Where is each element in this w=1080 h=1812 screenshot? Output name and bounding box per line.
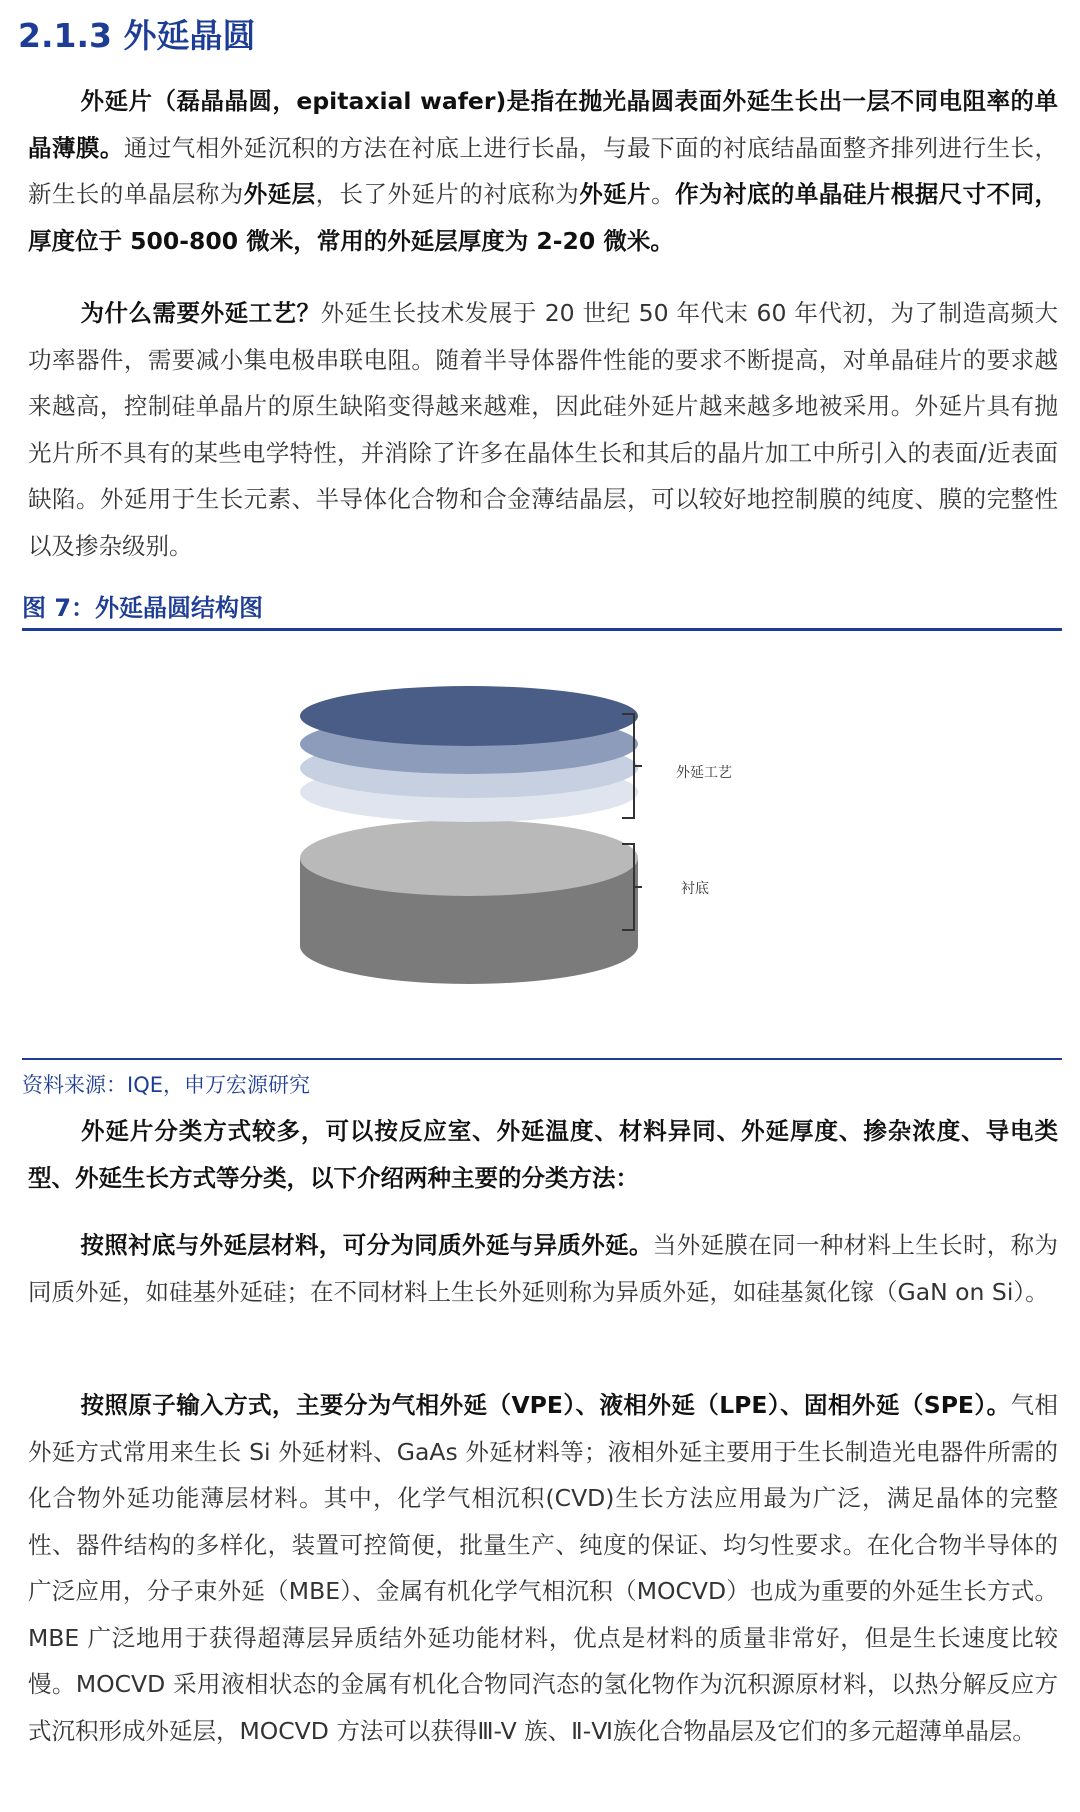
figure-source: 资料来源：IQE，申万宏源研究 (22, 1073, 310, 1097)
paragraph-classification-intro: 外延片分类方式较多，可以按反应室、外延温度、材料异同、外延厚度、掺杂浓度、导电类型、外延生长方式等分类，以下介绍两种主要的分类方法： (28, 1117, 1058, 1192)
wafer-structure-svg (0, 640, 1080, 1040)
paragraph-homo-hetero: 按照衬底与外延层材料，可分为同质外延与异质外延。当外延膜在同一种材料上生长时，称为同质外延，如硅基外延硅；在不同材料上生长外延则称为异质外延，如硅基氮化镓（GaN on Si）。 (28, 1231, 1059, 1306)
paragraph-why-epitaxy: 为什么需要外延工艺？外延生长技术发展于 20 世纪 50 年代末 60 年代初，为了制造高频大功率器件，需要减小集电极串联电阻。随着半导体器件性能的要求不断提高，对单晶硅片的要求越来越高，控制硅单晶片的原生缺陷变得越来越难，因此硅外延片越来越多地被采用。外延片具有抛光片所不具有的某些电学特性，并消除了许多在晶体生长和其后的晶片加工中所引入的表面/近表面缺陷。外延用于生长元素、半导体化合物和合金薄结晶层，可以较好地控制膜的纯度、膜的完整性以及掺杂级别。 (28, 299, 1059, 560)
paragraph-definition: 外延片（磊晶晶圆，epitaxial wafer)是指在抛光晶圆表面外延生长出一层不同电阻率的单晶薄膜。通过气相外延沉积的方法在衬底上进行长晶，与最下面的衬底结晶面整齐排列进行生长，新生长的单晶层称为外延层，长了外延片的衬底称为外延片。作为衬底的单晶硅片根据尺寸不同，厚度位于 500-800 微米，常用的外延层厚度为 2-20 微米。 (28, 87, 1059, 255)
paragraph-vpe-lpe-spe: 按照原子输入方式，主要分为气相外延（VPE）、液相外延（LPE）、固相外延（SPE）。气相外延方式常用来生长 Si 外延材料、GaAs 外延材料等；液相外延主要用于生长制造光电器件所需的化合物外延功能薄层材料。其中，化学气相沉积(CVD)生长方法应用最为广泛，满足晶体的完整性、器件结构的多样化，装置可控简便，批量生产、纯度的保证、均匀性要求。在化合物半导体的广泛应用，分子束外延（MBE）、金属有机化学气相沉积（MOCVD）也成为重要的外延生长方式。MBE 广泛地用于获得超薄层异质结外延功能材料，优点是材料的质量非常好，但是生长速度比较慢。MOCVD 采用液相状态的金属有机化合物同汽态的氢化物作为沉积源原材料，以热分解反应方式沉积形成外延层，MOCVD 方法可以获得Ⅲ-V 族、Ⅱ-Ⅵ族化合物晶层及它们的多元超薄单晶层。 (28, 1391, 1059, 1745)
figure-bottom-rule (22, 1058, 1062, 1060)
epitaxial-layer-top (300, 686, 638, 746)
label-substrate: 衬底 (681, 881, 709, 897)
figure-title: 图 7：外延晶圆结构图 (22, 588, 1062, 631)
section-title: 2.1.3 外延晶圆 (18, 16, 256, 55)
substrate-top (300, 820, 638, 896)
substrate-bottom (300, 908, 638, 984)
epitaxial-wafer-diagram (0, 640, 1080, 1040)
bold-definition: 外延片（磊晶晶圆，epitaxial wafer)是指在抛光晶圆表面外延生长出一层不同电阻率的单晶薄膜。 (28, 87, 1058, 162)
label-epitaxy-process: 外延工艺 (676, 765, 732, 781)
